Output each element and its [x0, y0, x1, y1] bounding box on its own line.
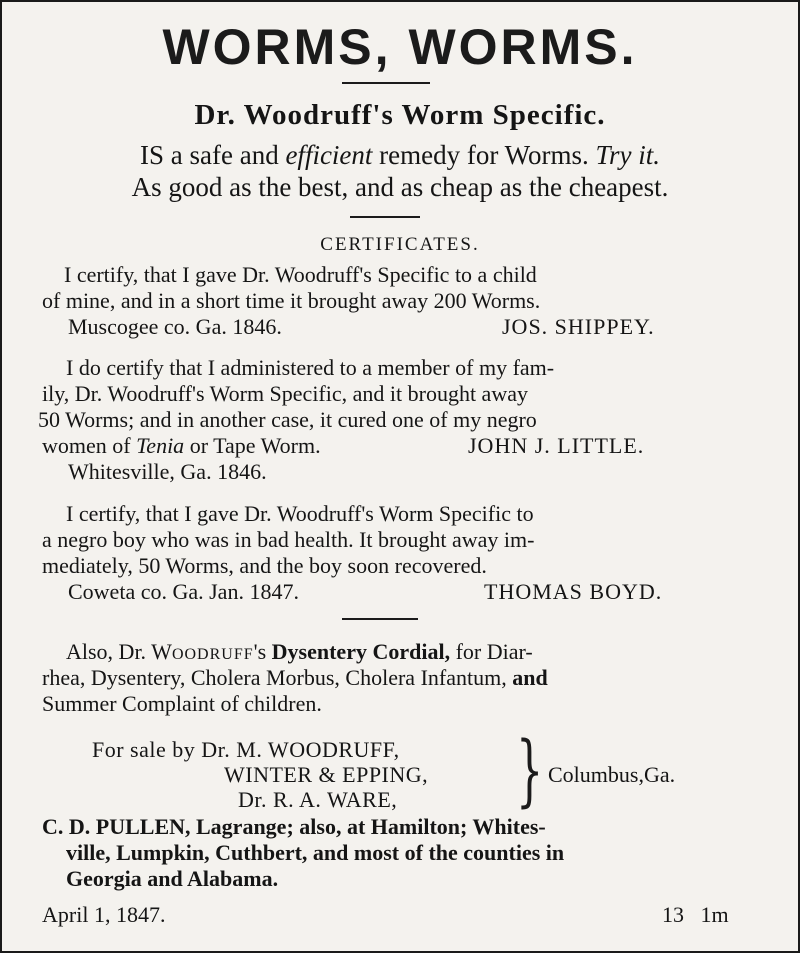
also-possessive: 's: [253, 639, 272, 664]
sale-line-6: Georgia and Alabama.: [66, 866, 279, 891]
cert2-line-3: 50 Worms; and in another case, it cured one of my negro: [38, 407, 537, 432]
sale-line-2: WINTER & EPPING,: [224, 762, 429, 787]
sale-location: Columbus,Ga.: [548, 762, 676, 787]
cert3-line-1: I certify, that I gave Dr. Woodruff's Worm Specific to: [66, 501, 534, 526]
sale-line-4: C. D. PULLEN, Lagrange; also, at Hamilton; Whites-: [42, 814, 546, 839]
also-text-start: Also, Dr. W: [66, 639, 172, 664]
also-line-2-text: rhea, Dysentery, Cholera Morbus, Cholera Infantum,: [42, 665, 513, 690]
sale-line-1: For sale by Dr. M. WOODRUFF,: [92, 737, 400, 762]
also-text-end: for Diar-: [450, 639, 533, 664]
section-rule-1: [350, 216, 420, 218]
lead-text-start: IS a safe and: [140, 140, 286, 170]
cert3-signer: THOMAS BOYD.: [484, 579, 663, 604]
product-title: Dr. Woodruff's Worm Specific.: [194, 99, 606, 131]
right-brace: }: [516, 726, 544, 816]
also-woodruff: OODRUFF: [171, 646, 254, 663]
sale-line-3: Dr. R. A. WARE,: [238, 787, 398, 812]
insertion-code: 13 1m: [662, 902, 729, 927]
cert1-line-2: of mine, and in a short time it brought away 200 Worms.: [42, 288, 541, 313]
certificates-heading: CERTIFICATES.: [320, 234, 480, 255]
also-line-3: Summer Complaint of children.: [42, 691, 322, 716]
lead-try-it: Try it.: [595, 140, 660, 170]
cert3-place: Coweta co. Ga. Jan. 1847.: [68, 579, 299, 604]
cert2-tenia: Tenia: [136, 433, 185, 458]
lead-line-2: As good as the best, and as cheap as the cheapest.: [131, 172, 669, 202]
cert2-place: Whitesville, Ga. 1846.: [68, 459, 267, 484]
also-and: and: [512, 665, 548, 690]
cert2-line-4: [42, 433, 321, 459]
cert2-line-4-end: or Tape Worm.: [184, 433, 321, 458]
lead-text-mid: remedy for Worms.: [372, 140, 596, 170]
cert2-line-4-start: women of: [42, 433, 137, 458]
cert1-line-1: I certify, that I gave Dr. Woodruff's Specific to a child: [64, 262, 537, 287]
cert3-line-2: a negro boy who was in bad health. It brought away im-: [42, 527, 535, 552]
cert2-line-2: ily, Dr. Woodruff's Worm Specific, and it brought away: [42, 381, 528, 406]
cert2-signer: JOHN J. LITTLE.: [468, 433, 645, 458]
issue-date: April 1, 1847.: [42, 902, 166, 927]
also-line-2: [42, 665, 548, 691]
headline-rule: [342, 82, 430, 84]
lead-emphasis: efficient: [285, 140, 373, 170]
sale-line-5: ville, Lumpkin, Cuthbert, and most of the counties in: [66, 840, 565, 865]
section-rule-2: [342, 618, 418, 620]
advertisement-page: [2, 2, 798, 951]
cert1-place: Muscogee co. Ga. 1846.: [68, 314, 282, 339]
dysentery-cordial: Dysentery Cordial,: [271, 639, 451, 664]
cert1-signer: JOS. SHIPPEY.: [502, 314, 655, 339]
cert3-line-3: mediately, 50 Worms, and the boy soon recovered.: [42, 553, 487, 578]
also-line-1: [66, 639, 533, 668]
lead-line-1: [40, 140, 760, 170]
headline: WORMS, WORMS.: [162, 19, 638, 75]
cert2-line-1: I do certify that I administered to a member of my fam-: [66, 355, 555, 380]
